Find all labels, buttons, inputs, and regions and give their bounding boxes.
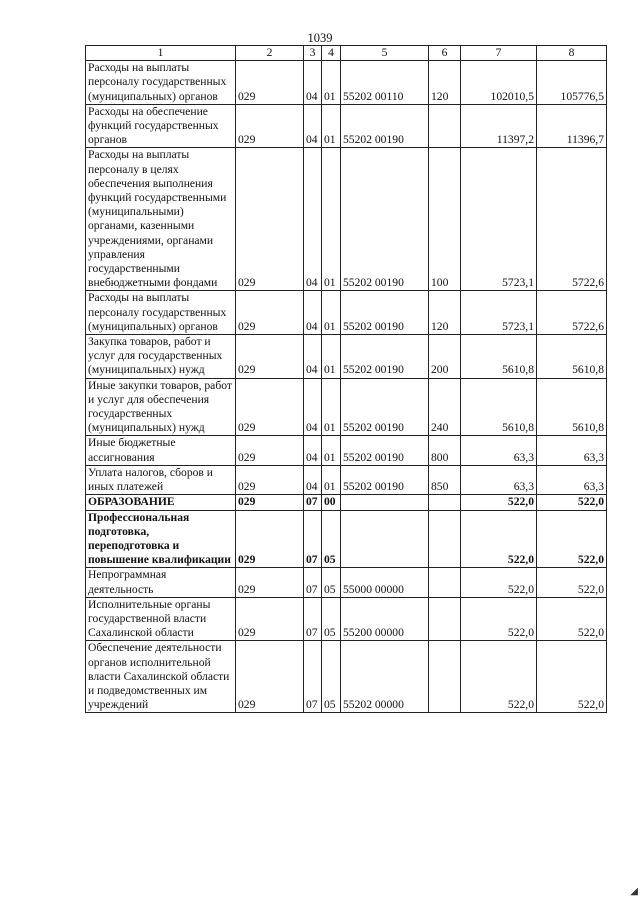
amount-col8-cell: 522,0 bbox=[537, 597, 607, 641]
amount-col8-cell: 5722,6 bbox=[537, 148, 607, 291]
admin-code-cell: 029 bbox=[236, 568, 304, 597]
subsection-code-cell: 01 bbox=[322, 436, 341, 465]
subsection-code-cell: 05 bbox=[322, 568, 341, 597]
amount-col7-cell: 522,0 bbox=[461, 495, 537, 510]
admin-code-cell: 029 bbox=[236, 436, 304, 465]
expense-type-cell: 850 bbox=[429, 465, 461, 494]
table-row bbox=[86, 597, 607, 641]
target-article-cell bbox=[341, 510, 429, 568]
admin-code-cell: 029 bbox=[236, 641, 304, 713]
target-article-cell: 55202 00190 bbox=[341, 436, 429, 465]
table-row bbox=[86, 495, 607, 510]
table-row bbox=[86, 510, 607, 568]
amount-col7-cell: 102010,5 bbox=[461, 61, 537, 105]
target-article-cell: 55202 00190 bbox=[341, 291, 429, 335]
section-code-cell: 07 bbox=[304, 495, 322, 510]
section-code-cell: 04 bbox=[304, 335, 322, 379]
amount-col8-cell: 522,0 bbox=[537, 510, 607, 568]
table-row bbox=[86, 104, 607, 148]
row-name-cell: ОБРАЗОВАНИЕ bbox=[86, 495, 236, 510]
admin-code-cell: 029 bbox=[236, 61, 304, 105]
row-name-cell: Иные бюджетные ассигнования bbox=[86, 436, 236, 465]
amount-col7-cell: 522,0 bbox=[461, 597, 537, 641]
amount-col8-cell: 105776,5 bbox=[537, 61, 607, 105]
expense-type-cell: 120 bbox=[429, 291, 461, 335]
subsection-code-cell: 05 bbox=[322, 510, 341, 568]
header-cell: 6 bbox=[429, 46, 461, 61]
expense-type-cell: 240 bbox=[429, 378, 461, 436]
expense-type-cell bbox=[429, 641, 461, 713]
header-cell: 7 bbox=[461, 46, 537, 61]
admin-code-cell: 029 bbox=[236, 148, 304, 291]
section-code-cell: 04 bbox=[304, 465, 322, 494]
header-cell: 2 bbox=[236, 46, 304, 61]
amount-col8-cell: 11396,7 bbox=[537, 104, 607, 148]
amount-col7-cell: 5723,1 bbox=[461, 148, 537, 291]
target-article-cell bbox=[341, 495, 429, 510]
header-cell: 1 bbox=[86, 46, 236, 61]
target-article-cell: 55202 00190 bbox=[341, 148, 429, 291]
admin-code-cell: 029 bbox=[236, 495, 304, 510]
subsection-code-cell: 01 bbox=[322, 335, 341, 379]
target-article-cell: 55202 00190 bbox=[341, 465, 429, 494]
target-article-cell: 55000 00000 bbox=[341, 568, 429, 597]
header-cell: 4 bbox=[322, 46, 341, 61]
target-article-cell: 55200 00000 bbox=[341, 597, 429, 641]
header-cell: 8 bbox=[537, 46, 607, 61]
expense-type-cell: 200 bbox=[429, 335, 461, 379]
table-row bbox=[86, 378, 607, 436]
table-row bbox=[86, 291, 607, 335]
admin-code-cell: 029 bbox=[236, 597, 304, 641]
expense-type-cell bbox=[429, 495, 461, 510]
subsection-code-cell: 01 bbox=[322, 378, 341, 436]
amount-col8-cell: 522,0 bbox=[537, 641, 607, 713]
section-code-cell: 07 bbox=[304, 510, 322, 568]
expense-type-cell bbox=[429, 597, 461, 641]
amount-col7-cell: 63,3 bbox=[461, 436, 537, 465]
subsection-code-cell: 05 bbox=[322, 641, 341, 713]
row-name-cell: Исполнительные органы государственной власти Сахалинской области bbox=[86, 597, 236, 641]
edge-mark: ◢ bbox=[630, 886, 638, 897]
amount-col7-cell: 11397,2 bbox=[461, 104, 537, 148]
expense-type-cell bbox=[429, 568, 461, 597]
amount-col8-cell: 522,0 bbox=[537, 495, 607, 510]
section-code-cell: 04 bbox=[304, 291, 322, 335]
section-code-cell: 07 bbox=[304, 568, 322, 597]
section-code-cell: 04 bbox=[304, 378, 322, 436]
amount-col7-cell: 63,3 bbox=[461, 465, 537, 494]
table-row bbox=[86, 335, 607, 379]
subsection-code-cell: 01 bbox=[322, 61, 341, 105]
subsection-code-cell: 01 bbox=[322, 104, 341, 148]
subsection-code-cell: 01 bbox=[322, 465, 341, 494]
table-row bbox=[86, 148, 607, 291]
subsection-code-cell: 00 bbox=[322, 495, 341, 510]
section-code-cell: 07 bbox=[304, 597, 322, 641]
expense-type-cell: 100 bbox=[429, 148, 461, 291]
expense-type-cell: 120 bbox=[429, 61, 461, 105]
admin-code-cell: 029 bbox=[236, 335, 304, 379]
admin-code-cell: 029 bbox=[236, 378, 304, 436]
row-name-cell: Расходы на выплаты персоналу государственных (муниципальных) органов bbox=[86, 61, 236, 105]
amount-col7-cell: 5610,8 bbox=[461, 335, 537, 379]
budget-table bbox=[85, 45, 607, 713]
target-article-cell: 55202 00000 bbox=[341, 641, 429, 713]
section-code-cell: 04 bbox=[304, 148, 322, 291]
amount-col8-cell: 63,3 bbox=[537, 436, 607, 465]
row-name-cell: Расходы на выплаты персоналу государственных (муниципальных) органов bbox=[86, 291, 236, 335]
table-row bbox=[86, 61, 607, 105]
expense-type-cell: 800 bbox=[429, 436, 461, 465]
row-name-cell: Расходы на выплаты персоналу в целях обеспечения выполнения функций государственными (муниципальными) органами, казенными учреждениями, органами управления государственными внебюджетными фондами bbox=[86, 148, 236, 291]
table-row bbox=[86, 568, 607, 597]
row-name-cell: Иные закупки товаров, работ и услуг для обеспечения государственных (муниципальных) нужд bbox=[86, 378, 236, 436]
target-article-cell: 55202 00110 bbox=[341, 61, 429, 105]
admin-code-cell: 029 bbox=[236, 291, 304, 335]
amount-col7-cell: 5723,1 bbox=[461, 291, 537, 335]
header-cell: 3 bbox=[304, 46, 322, 61]
admin-code-cell: 029 bbox=[236, 465, 304, 494]
subsection-code-cell: 01 bbox=[322, 148, 341, 291]
table-row bbox=[86, 641, 607, 713]
row-name-cell: Расходы на обеспечение функций государственных органов bbox=[86, 104, 236, 148]
subsection-code-cell: 05 bbox=[322, 597, 341, 641]
row-name-cell: Закупка товаров, работ и услуг для государственных (муниципальных) нужд bbox=[86, 335, 236, 379]
amount-col8-cell: 5610,8 bbox=[537, 378, 607, 436]
amount-col8-cell: 5722,6 bbox=[537, 291, 607, 335]
amount-col8-cell: 5610,8 bbox=[537, 335, 607, 379]
section-code-cell: 07 bbox=[304, 641, 322, 713]
table-row bbox=[86, 436, 607, 465]
target-article-cell: 55202 00190 bbox=[341, 335, 429, 379]
target-article-cell: 55202 00190 bbox=[341, 378, 429, 436]
amount-col8-cell: 522,0 bbox=[537, 568, 607, 597]
table-row bbox=[86, 465, 607, 494]
target-article-cell: 55202 00190 bbox=[341, 104, 429, 148]
header-row bbox=[86, 46, 607, 61]
section-code-cell: 04 bbox=[304, 61, 322, 105]
page-number: 1039 bbox=[307, 31, 333, 45]
amount-col7-cell: 5610,8 bbox=[461, 378, 537, 436]
amount-col7-cell: 522,0 bbox=[461, 568, 537, 597]
row-name-cell: Уплата налогов, сборов и иных платежей bbox=[86, 465, 236, 494]
row-name-cell: Профессиональная подготовка, переподготовка и повышение квалификации bbox=[86, 510, 236, 568]
section-code-cell: 04 bbox=[304, 104, 322, 148]
section-code-cell: 04 bbox=[304, 436, 322, 465]
amount-col8-cell: 63,3 bbox=[537, 465, 607, 494]
header-cell: 5 bbox=[341, 46, 429, 61]
row-name-cell: Непрограммная деятельность bbox=[86, 568, 236, 597]
row-name-cell: Обеспечение деятельности органов исполнительной власти Сахалинской области и подведомственных им учреждений bbox=[86, 641, 236, 713]
admin-code-cell: 029 bbox=[236, 104, 304, 148]
expense-type-cell bbox=[429, 510, 461, 568]
admin-code-cell: 029 bbox=[236, 510, 304, 568]
expense-type-cell bbox=[429, 104, 461, 148]
amount-col7-cell: 522,0 bbox=[461, 510, 537, 568]
subsection-code-cell: 01 bbox=[322, 291, 341, 335]
amount-col7-cell: 522,0 bbox=[461, 641, 537, 713]
